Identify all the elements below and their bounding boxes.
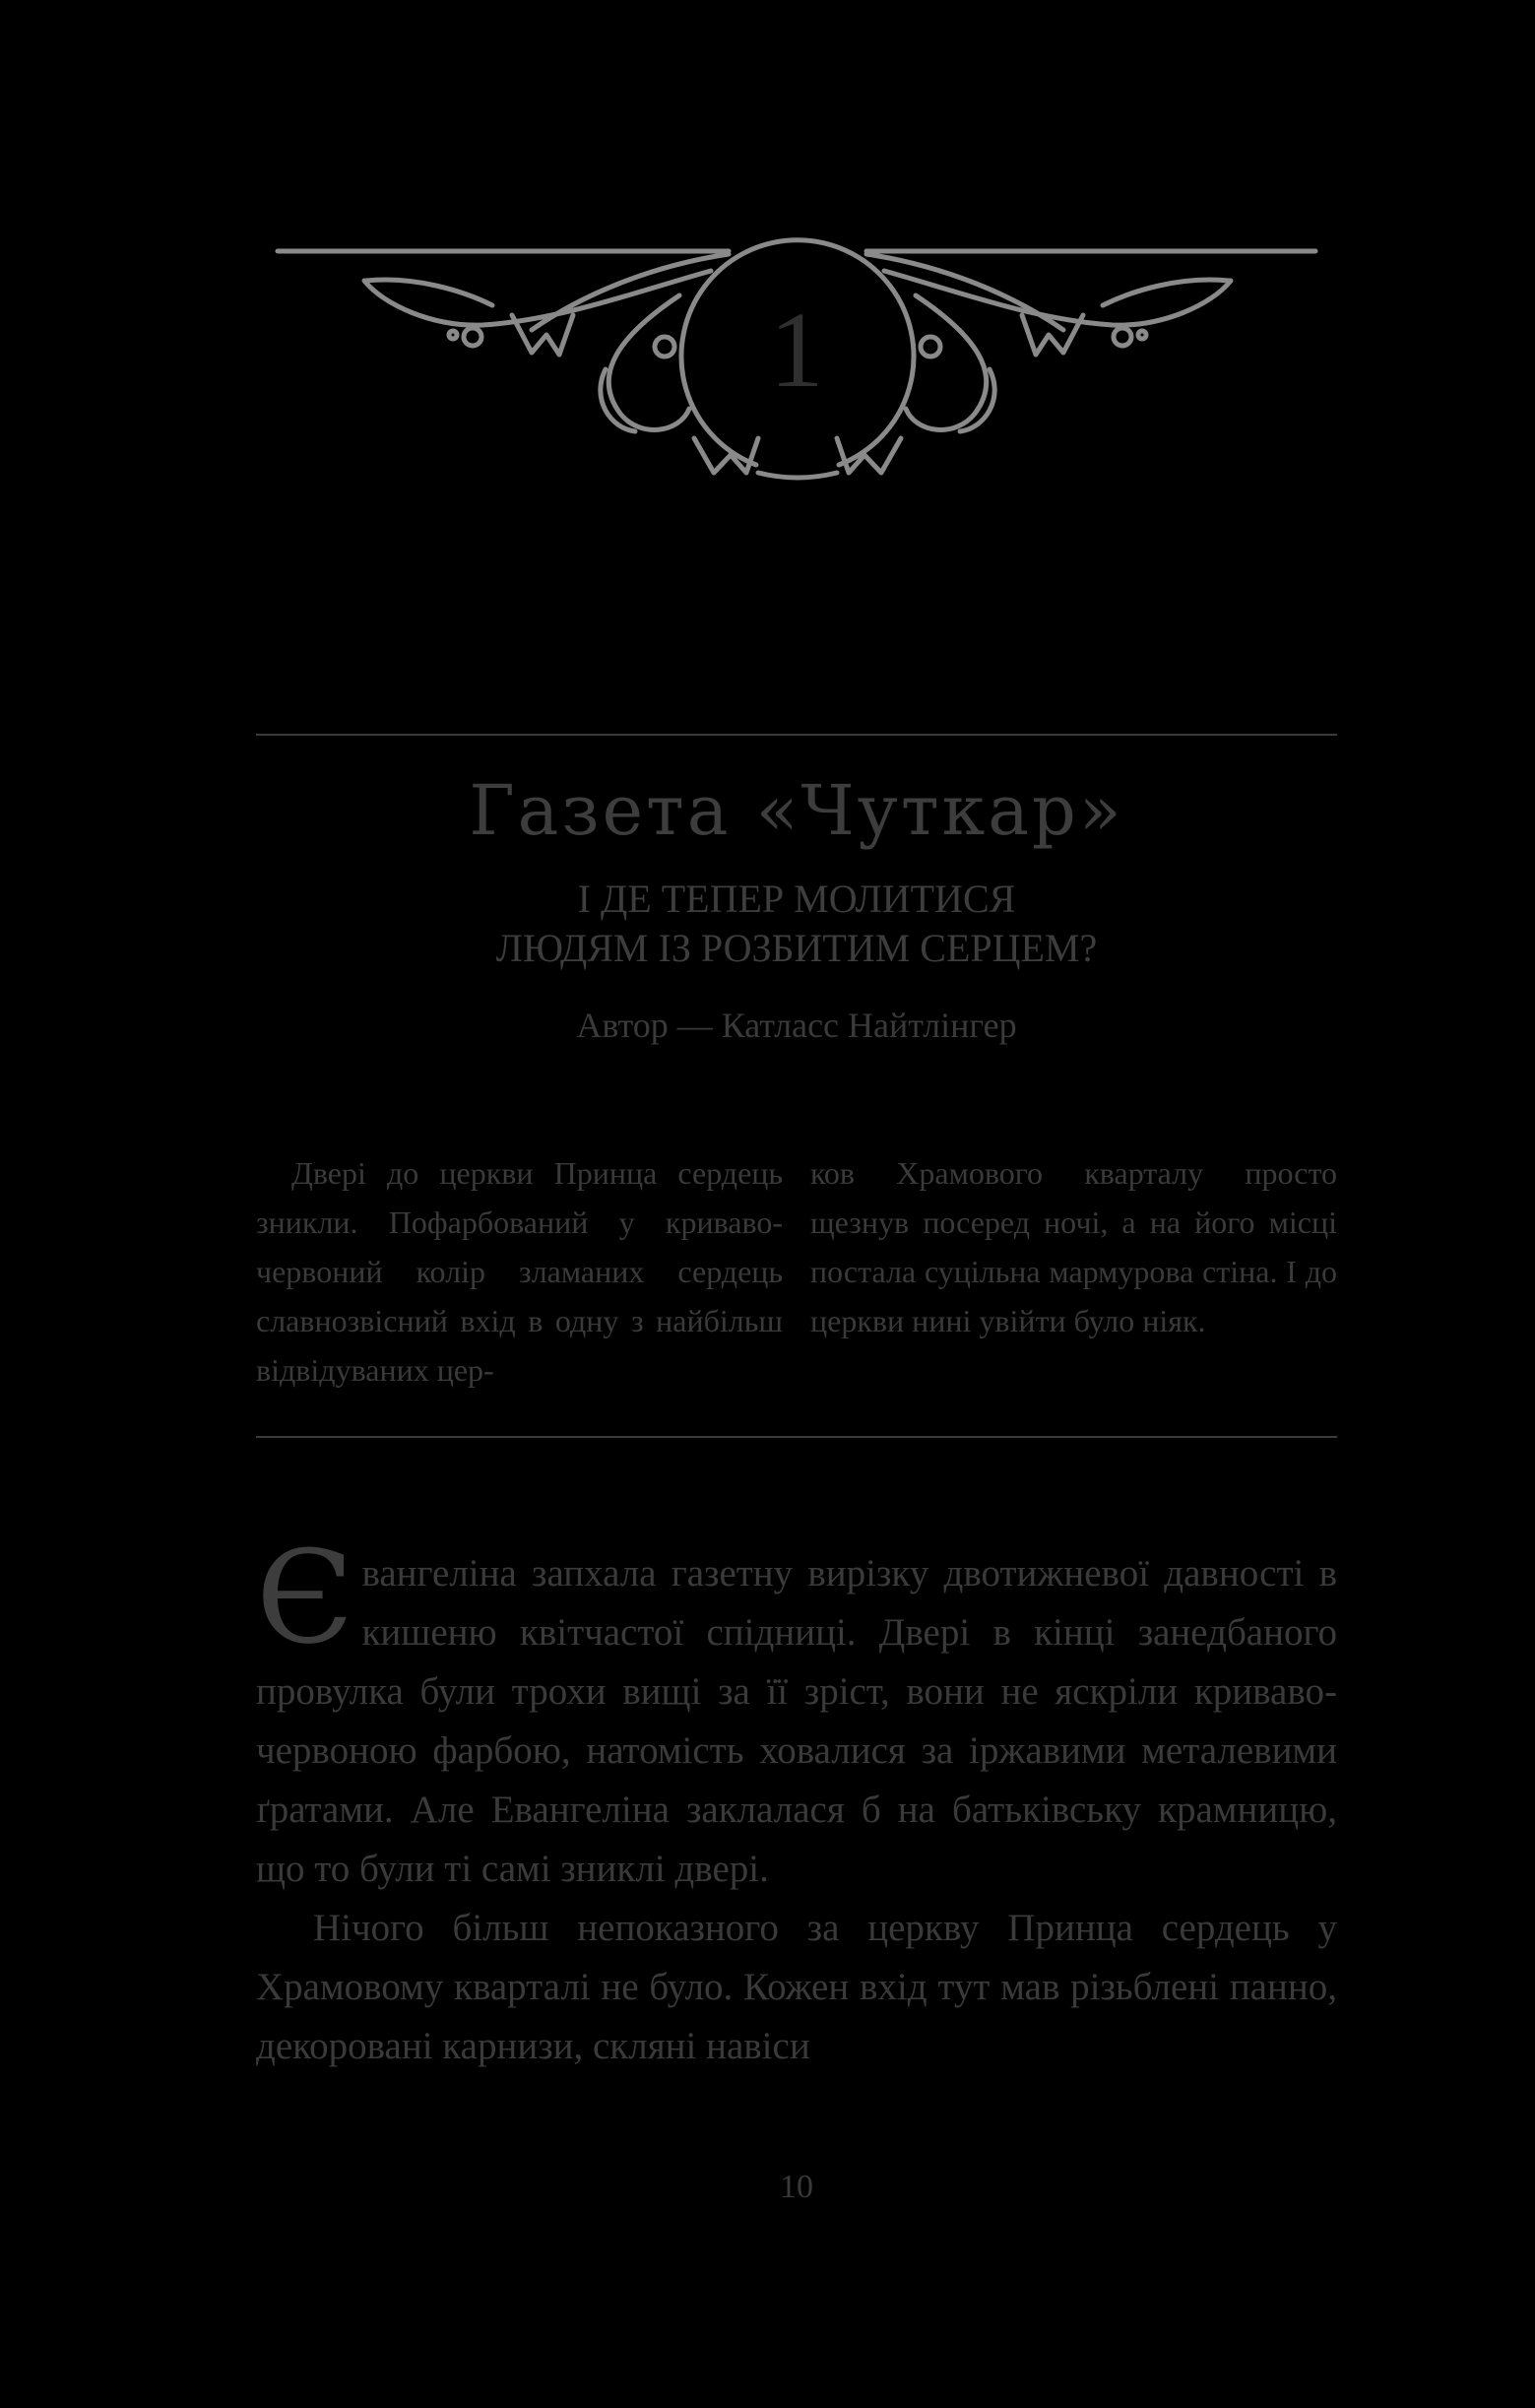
drop-cap: Є <box>256 1523 354 1672</box>
newspaper-headline <box>256 875 1337 973</box>
newspaper-column-right: ков Храмового кварталу просто щезнув посеред ночі, а на його місці постала суцільна мармурова стіна. І до церкви нині увійти було ніяк. <box>810 1155 1337 1338</box>
story-paragraph-1 <box>256 1523 1337 1899</box>
newspaper-bottom-rule <box>256 1436 1337 1438</box>
story-paragraph-2: Нічого більш непоказного за церкву Принца сердець у Храмовому кварталі не було. Кожен вхід тут мав різьблені панно, декоровані карнизи, скляні навіси <box>256 1907 1337 2067</box>
story-text <box>256 1523 1337 2076</box>
headline-line-1: І ДЕ ТЕПЕР МОЛИТИСЯ <box>577 877 1016 921</box>
paragraph-1-text: вангеліна запхала газетну вирізку двотижневої давності в кишеню квітчастої спідниці. Двері в кінці занедбаного провулка були трохи вищі за її зріст, вони не яскріли криваво-червоною фарбою, натомість ховалися за іржавими металевими ґратами. Але Евангеліна заклалася б на батьківську крамницю, що то були ті самі зниклі двері. <box>256 1552 1337 1890</box>
headline-line-2: ЛЮДЯМ ІЗ РОЗБИТИМ СЕРЦЕМ? <box>495 926 1098 970</box>
newspaper-author: Автор — Катласс Найтлінгер <box>576 1006 1017 1045</box>
page-number: 10 <box>780 2169 813 2205</box>
newspaper-title: Газета «Чуткар» <box>469 770 1124 851</box>
newspaper-column-left: Двері до церкви Принца сердець зникли. Пофарбований у криваво-червоний колір зламаних сердець славнозвісний вхід в одну з найбільш відвідуваних цер- <box>256 1155 783 1388</box>
chapter-number: 1 <box>769 290 824 410</box>
newspaper-top-rule <box>256 734 1337 736</box>
